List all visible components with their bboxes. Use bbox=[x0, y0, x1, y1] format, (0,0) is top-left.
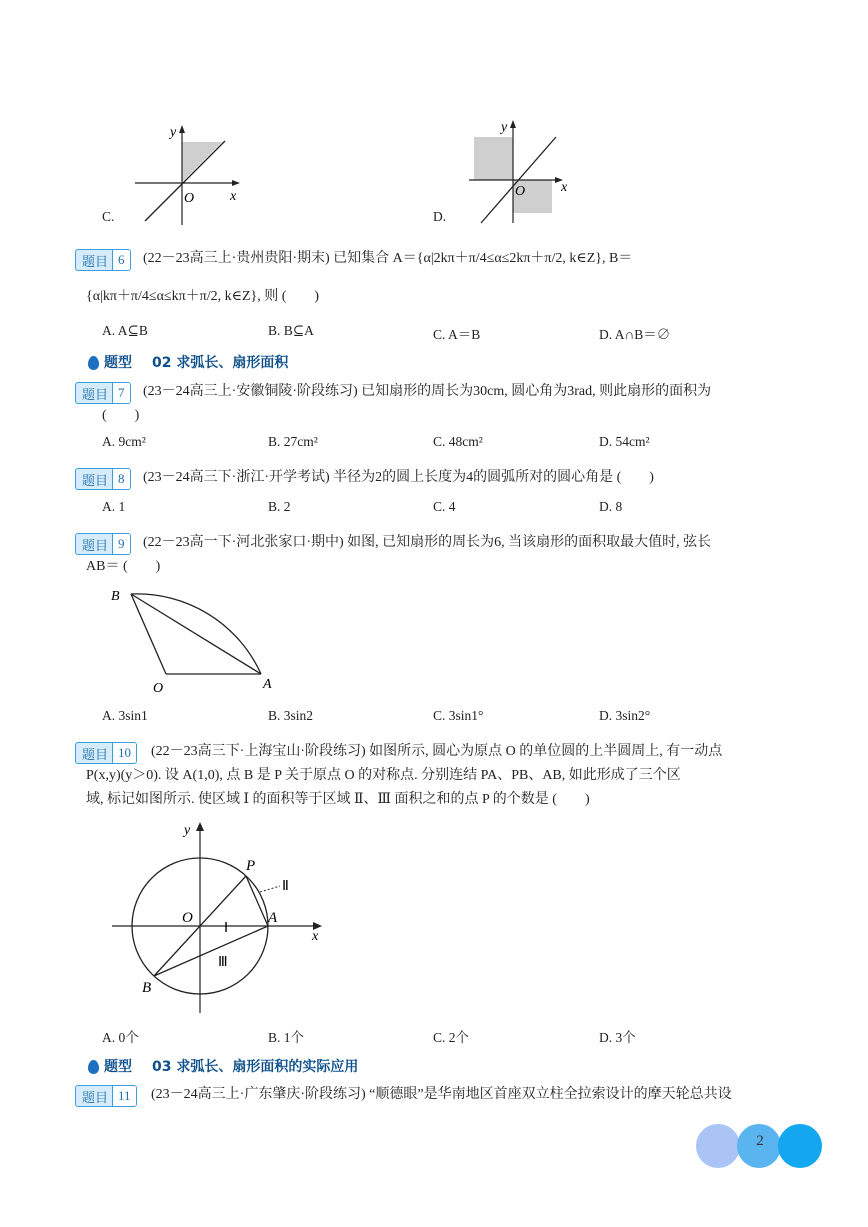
graph-c-y-label: y bbox=[170, 125, 177, 140]
question-10-line-2: P(x,y)(y＞0). 设 A(1,0), 点 B 是 P 关于原点 O 的对称点. 分别连结 PA、PB、AB, 如此形成了三个区 bbox=[86, 768, 681, 783]
question-10-line-1: (22－23高三下·上海宝山·阶段练习) 如图所示, 圆心为原点 O 的单位圆的上半圆周上, 有一动点 bbox=[151, 744, 723, 759]
graph-d-x-label: x bbox=[561, 180, 568, 195]
question-8-line-1: (23－24高三下·浙江·开学考试) 半径为2的圆上长度为4的圆弧所对的圆心角是 ( ) bbox=[143, 470, 654, 485]
drop-icon bbox=[88, 1060, 99, 1074]
question-11-line-1: (23－24高三上·广东肇庆·阶段练习) “顺德眼”是华南地区首座双立柱全拉索设计的摩天轮总共设 bbox=[151, 1087, 732, 1102]
option-d-label[interactable]: D. bbox=[433, 209, 447, 224]
option-c-graph bbox=[130, 120, 250, 230]
choice-b[interactable]: B. 1个 bbox=[268, 1030, 305, 1045]
region-i-label: Ⅰ bbox=[224, 921, 229, 936]
question-tag-label: 题目 bbox=[82, 473, 109, 489]
choice-c[interactable]: C. 48cm² bbox=[433, 434, 483, 449]
section-header-03 bbox=[88, 1056, 358, 1076]
choice-d[interactable]: D. 3个 bbox=[599, 1030, 636, 1045]
section-label: 题型 bbox=[104, 355, 132, 371]
question-number: 9 bbox=[112, 534, 130, 554]
choice-b[interactable]: B. 27cm² bbox=[268, 434, 318, 449]
question-number: 6 bbox=[112, 250, 130, 270]
section-title: 03 求弧长、扇形面积的实际应用 bbox=[152, 1059, 359, 1075]
graph-c-x-label: x bbox=[230, 189, 237, 204]
question-tag-label: 题目 bbox=[82, 387, 109, 403]
graph-c-o-label: O bbox=[184, 191, 195, 206]
question-tag-7 bbox=[75, 382, 131, 404]
question-10-line-3: 域, 标记如图所示. 使区域 Ⅰ 的面积等于区域 Ⅱ、Ⅲ 面积之和的点 P 的个数是 ( ) bbox=[86, 792, 590, 807]
choice-b[interactable]: B. 2 bbox=[268, 499, 291, 514]
choice-a[interactable]: A. A⊆B bbox=[102, 323, 148, 338]
question-9-line-1: (22－23高一下·河北张家口·期中) 如图, 已知扇形的周长为6, 当该扇形的面积取最大值时, 弦长 bbox=[143, 535, 712, 550]
unit-circle-figure bbox=[100, 818, 340, 1018]
drop-icon bbox=[88, 356, 99, 370]
question-tag-label: 题目 bbox=[82, 254, 109, 270]
region-iii-label: Ⅲ bbox=[218, 955, 228, 970]
sector-o-label: O bbox=[153, 681, 164, 696]
choice-b[interactable]: B. B⊆A bbox=[268, 323, 314, 338]
question-number: 10 bbox=[112, 743, 136, 763]
sector-a-label: A bbox=[263, 677, 272, 692]
question-tag-label: 题目 bbox=[82, 747, 109, 763]
sector-b-label: B bbox=[111, 589, 120, 604]
question-9-line-2: AB＝ ( ) bbox=[86, 559, 161, 574]
choice-d[interactable]: D. 3sin2° bbox=[599, 708, 651, 723]
option-c-label[interactable]: C. bbox=[102, 209, 115, 224]
question-number: 8 bbox=[112, 469, 130, 489]
choice-d[interactable]: D. 8 bbox=[599, 499, 623, 514]
page-number: 2 bbox=[756, 1133, 764, 1149]
question-number: 7 bbox=[112, 383, 130, 403]
question-6-line-2: {α|kπ＋π/4≤α≤kπ＋π/2, k∈Z}, 则 ( ) bbox=[86, 289, 320, 304]
choice-c[interactable]: C. 2个 bbox=[433, 1030, 470, 1045]
section-label: 题型 bbox=[104, 1059, 132, 1075]
sector-figure bbox=[105, 582, 285, 697]
graph-d-o-label: O bbox=[515, 184, 526, 199]
region-ii-label: Ⅱ bbox=[282, 879, 289, 894]
question-tag-6 bbox=[75, 249, 131, 271]
choice-b[interactable]: B. 3sin2 bbox=[268, 708, 314, 723]
page-bubble-1 bbox=[696, 1124, 740, 1168]
circle-b-label: B bbox=[142, 980, 152, 996]
choice-a[interactable]: A. 3sin1 bbox=[102, 708, 148, 723]
choice-d[interactable]: D. A∩B＝∅ bbox=[599, 327, 671, 342]
choice-c[interactable]: C. 4 bbox=[433, 499, 456, 514]
graph-d-y-label: y bbox=[501, 120, 508, 135]
question-tag-11 bbox=[75, 1085, 137, 1107]
question-tag-10 bbox=[75, 742, 137, 764]
question-tag-label: 题目 bbox=[82, 1090, 109, 1106]
question-tag-8 bbox=[75, 468, 131, 490]
question-number: 11 bbox=[112, 1086, 136, 1106]
choice-a[interactable]: A. 1 bbox=[102, 499, 126, 514]
question-tag-9 bbox=[75, 533, 131, 555]
circle-x-label: x bbox=[312, 929, 319, 944]
choice-a[interactable]: A. 9cm² bbox=[102, 434, 146, 449]
choice-d[interactable]: D. 54cm² bbox=[599, 434, 650, 449]
circle-y-label: y bbox=[184, 823, 191, 838]
question-tag-label: 题目 bbox=[82, 538, 109, 554]
question-6-line-1: (22－23高三上·贵州贵阳·期末) 已知集合 A＝{α|2kπ＋π/4≤α≤2kπ＋π/2, k∈Z}, B＝ bbox=[143, 251, 633, 266]
choice-c[interactable]: C. A＝B bbox=[433, 327, 481, 342]
section-header-02 bbox=[88, 352, 288, 372]
page-bubble-3 bbox=[778, 1124, 822, 1168]
circle-o-label: O bbox=[182, 910, 193, 926]
question-7-line-2: ( ) bbox=[102, 408, 140, 423]
question-7-line-1: (23－24高三上·安徽铜陵·阶段练习) 已知扇形的周长为30cm, 圆心角为3rad, 则此扇形的面积为 bbox=[143, 384, 712, 399]
section-title: 02 求弧长、扇形面积 bbox=[152, 355, 289, 371]
choice-a[interactable]: A. 0个 bbox=[102, 1030, 139, 1045]
choice-c[interactable]: C. 3sin1° bbox=[433, 708, 484, 723]
circle-p-label: P bbox=[246, 858, 256, 874]
circle-a-label: A bbox=[268, 910, 278, 926]
option-d-graph bbox=[466, 115, 586, 225]
